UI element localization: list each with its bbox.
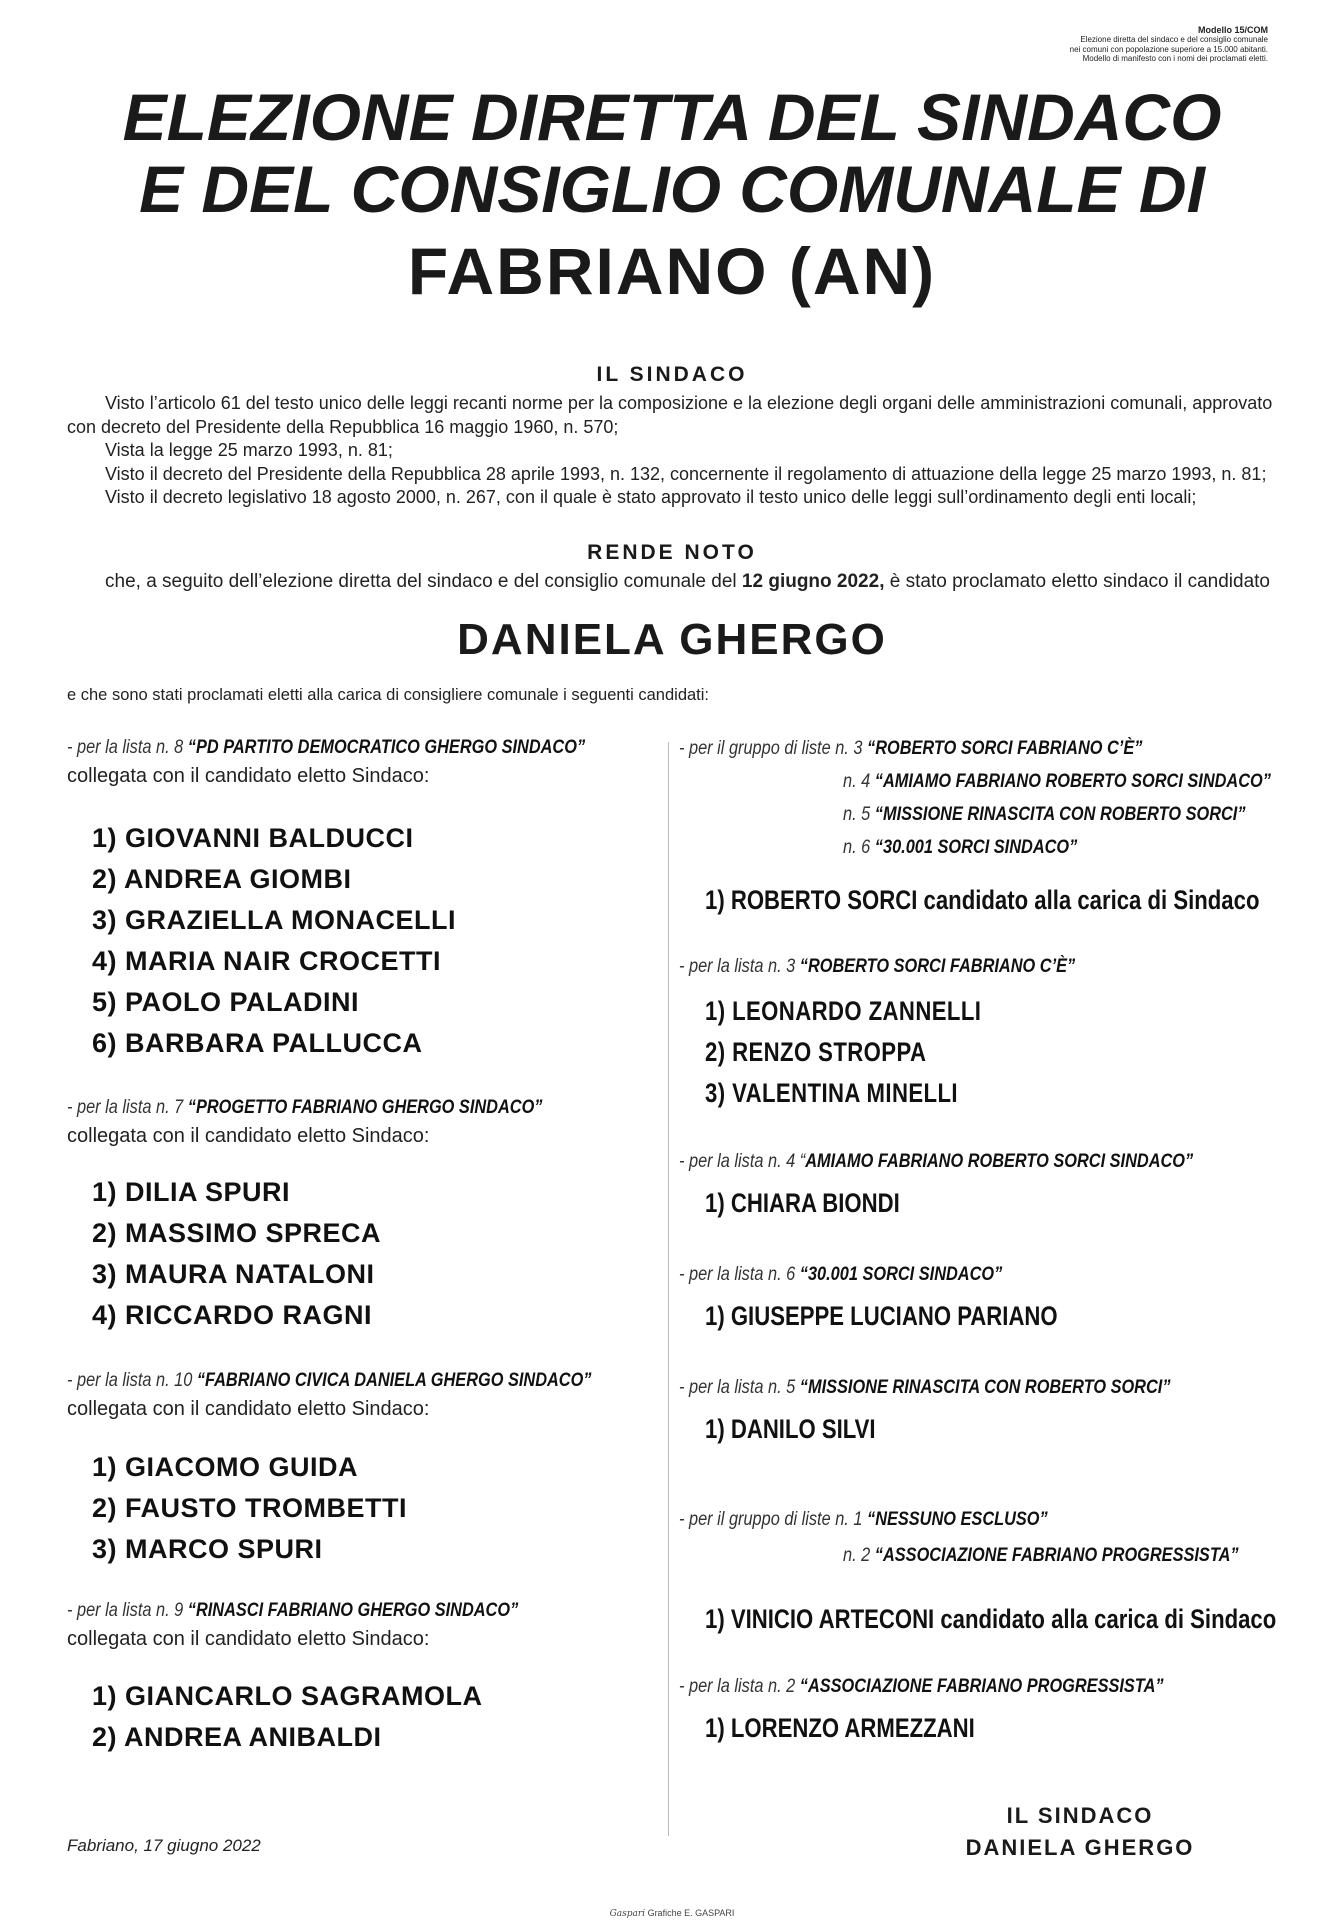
candidate: 6) BARBARA PALLUCCA bbox=[92, 1028, 423, 1058]
signature-role: IL SINDACO bbox=[1006, 1803, 1154, 1828]
list-header: - per la lista n. 7 “PROGETTO FABRIANO GHERGO SINDACO” bbox=[67, 1097, 543, 1118]
visti-block bbox=[67, 392, 1277, 510]
mayor-candidate-arteconi: 1) VINICIO ARTECONI candidato alla carica di Sindaco bbox=[705, 1604, 1277, 1634]
left-list-10 bbox=[67, 1370, 677, 1421]
modello-line: Elezione diretta del sindaco e del consiglio comunale bbox=[1080, 35, 1268, 45]
candidate: 4) RICCARDO RAGNI bbox=[92, 1300, 373, 1330]
printer-logo: Gaspari bbox=[609, 1909, 646, 1919]
visto-paragraph: Visto il decreto del Presidente della Repubblica 28 aprile 1993, n. 132, concernente il regolamento di attuazione della legge 25 marzo 1993, n. 81; bbox=[105, 463, 1267, 484]
modello-line: Modello di manifesto con i nomi dei proclamati eletti. bbox=[1082, 54, 1268, 64]
title-line-2: E DEL CONSIGLIO COMUNALE DI bbox=[139, 152, 1205, 226]
sindaco-heading: IL SINDACO bbox=[596, 363, 748, 386]
candidate: 1) LORENZO ARMEZZANI bbox=[705, 1713, 975, 1743]
candidate: 1) CHIARA BIONDI bbox=[705, 1188, 900, 1218]
candidate: 1) GIUSEPPE LUCIANO PARIANO bbox=[705, 1301, 1058, 1331]
candidate: 5) PAOLO PALADINI bbox=[92, 987, 360, 1017]
candidate: 2) ANDREA ANIBALDI bbox=[92, 1722, 382, 1752]
candidate: 3) MARCO SPURI bbox=[92, 1534, 323, 1564]
left-list-9 bbox=[67, 1600, 592, 1651]
candidate: 1) DILIA SPURI bbox=[92, 1177, 291, 1207]
left-list-8 bbox=[67, 737, 669, 788]
candidate: 2) FAUSTO TROMBETTI bbox=[92, 1493, 408, 1523]
candidate: 1) GIACOMO GUIDA bbox=[92, 1452, 359, 1482]
candidate: 2) RENZO STROPPA bbox=[705, 1037, 927, 1067]
visto-paragraph: Visto il decreto legislativo 18 agosto 2000, n. 267, con il quale è stato approvato il testo unico delle leggi sull’ordinamento degli enti locali; bbox=[105, 487, 1197, 507]
candidate: 2) MASSIMO SPRECA bbox=[92, 1218, 382, 1248]
signature-name: DANIELA GHERGO bbox=[965, 1835, 1195, 1860]
list-header: - per la lista n. 8 “PD PARTITO DEMOCRATICO GHERGO SINDACO” bbox=[67, 737, 586, 758]
candidate-list bbox=[705, 991, 1042, 1114]
right-list-2-header: - per la lista n. 2 “ASSOCIAZIONE FABRIANO PROGRESSISTA” bbox=[679, 1676, 1164, 1697]
linked-text: collegata con il candidato eletto Sindaco: bbox=[67, 1628, 430, 1650]
candidate: 3) MAURA NATALONI bbox=[92, 1259, 375, 1289]
rende-noto-before: che, a seguito dell’elezione diretta del sindaco e del consiglio comunale del bbox=[105, 571, 742, 592]
linked-text: collegata con il candidato eletto Sindaco: bbox=[67, 1125, 430, 1147]
candidate: 4) MARIA NAIR CROCETTI bbox=[92, 946, 441, 976]
elected-intro: e che sono stati proclamati eletti alla carica di consigliere comunale i seguenti candidati: bbox=[67, 686, 710, 704]
mayor-candidate-sorci: 1) ROBERTO SORCI candidato alla carica di Sindaco bbox=[705, 885, 1260, 915]
list-header: - per la lista n. 10 “FABRIANO CIVICA DANIELA GHERGO SINDACO” bbox=[67, 1370, 592, 1391]
candidate-list bbox=[92, 1676, 483, 1758]
right-group-2-header: - per il gruppo di liste n. 1 “NESSUNO ESCLUSO” bbox=[679, 1509, 1048, 1530]
modello-title: Modello 15/COM bbox=[1197, 25, 1268, 35]
right-group-1-line: n. 4 “AMIAMO FABRIANO ROBERTO SORCI SINDACO” bbox=[843, 771, 1271, 792]
right-group-1-header: - per il gruppo di liste n. 3 “ROBERTO SORCI FABRIANO C’È” bbox=[679, 738, 1143, 759]
right-group-1-line: n. 5 “MISSIONE RINASCITA CON ROBERTO SORCI” bbox=[843, 804, 1246, 825]
left-list-7 bbox=[67, 1097, 620, 1148]
rende-noto-text bbox=[67, 570, 1277, 594]
title-municipality: FABRIANO (AN) bbox=[407, 234, 937, 308]
right-group-1-line: n. 6 “30.001 SORCI SINDACO” bbox=[843, 837, 1078, 858]
candidate-list bbox=[92, 1447, 407, 1570]
rende-noto-after: è stato proclamato eletto sindaco il candidato bbox=[884, 571, 1270, 592]
title-line-1: ELEZIONE DIRETTA DEL SINDACO bbox=[122, 80, 1222, 154]
right-group-2-line: n. 2 “ASSOCIAZIONE FABRIANO PROGRESSISTA” bbox=[843, 1545, 1239, 1566]
rende-noto-heading: RENDE NOTO bbox=[587, 541, 757, 564]
candidate: 2) ANDREA GIOMBI bbox=[92, 864, 352, 894]
modello-line: nei comuni con popolazione superiore a 15.000 abitanti. bbox=[1069, 44, 1268, 54]
candidate-list bbox=[92, 818, 456, 1064]
list-header: - per la lista n. 9 “RINASCI FABRIANO GHERGO SINDACO” bbox=[67, 1600, 519, 1621]
candidate: 1) GIOVANNI BALDUCCI bbox=[92, 823, 414, 853]
place-date: Fabriano, 17 giugno 2022 bbox=[67, 1836, 261, 1855]
visto-paragraph: Visto l’articolo 61 del testo unico delle leggi recanti norme per la composizione e la elezione degli organi delle amministrazioni comunali, approvato con decreto del Presidente della Repubblica 16 maggio 1960, n. 570; bbox=[67, 393, 1273, 437]
candidate: 1) GIANCARLO SAGRAMOLA bbox=[92, 1681, 483, 1711]
elected-mayor: DANIELA GHERGO bbox=[457, 615, 887, 664]
linked-text: collegata con il candidato eletto Sindaco: bbox=[67, 765, 430, 787]
modello-note bbox=[1020, 26, 1268, 64]
candidate: 1) DANILO SILVI bbox=[705, 1414, 876, 1444]
visto-paragraph: Vista la legge 25 marzo 1993, n. 81; bbox=[105, 440, 393, 460]
right-list-6-header: - per la lista n. 6 “30.001 SORCI SINDACO” bbox=[679, 1264, 1003, 1285]
candidate-list bbox=[92, 1172, 381, 1336]
printer-credit bbox=[0, 1908, 1344, 1919]
signature-block bbox=[930, 1800, 1230, 1864]
election-date: 12 giugno 2022, bbox=[741, 571, 885, 592]
right-list-5-header: - per la lista n. 5 “MISSIONE RINASCITA CON ROBERTO SORCI” bbox=[679, 1377, 1171, 1398]
candidate: 3) GRAZIELLA MONACELLI bbox=[92, 905, 456, 935]
candidate: 1) LEONARDO ZANNELLI bbox=[705, 996, 982, 1026]
linked-text: collegata con il candidato eletto Sindaco: bbox=[67, 1398, 430, 1420]
candidate: 3) VALENTINA MINELLI bbox=[705, 1078, 958, 1108]
right-list-4-header: - per la lista n. 4 “AMIAMO FABRIANO ROBERTO SORCI SINDACO” bbox=[679, 1151, 1194, 1172]
column-divider bbox=[668, 742, 669, 1836]
printer-text: Grafiche E. GASPARI bbox=[647, 1908, 735, 1918]
right-list-3-header: - per la lista n. 3 “ROBERTO SORCI FABRIANO C’È” bbox=[679, 956, 1076, 977]
